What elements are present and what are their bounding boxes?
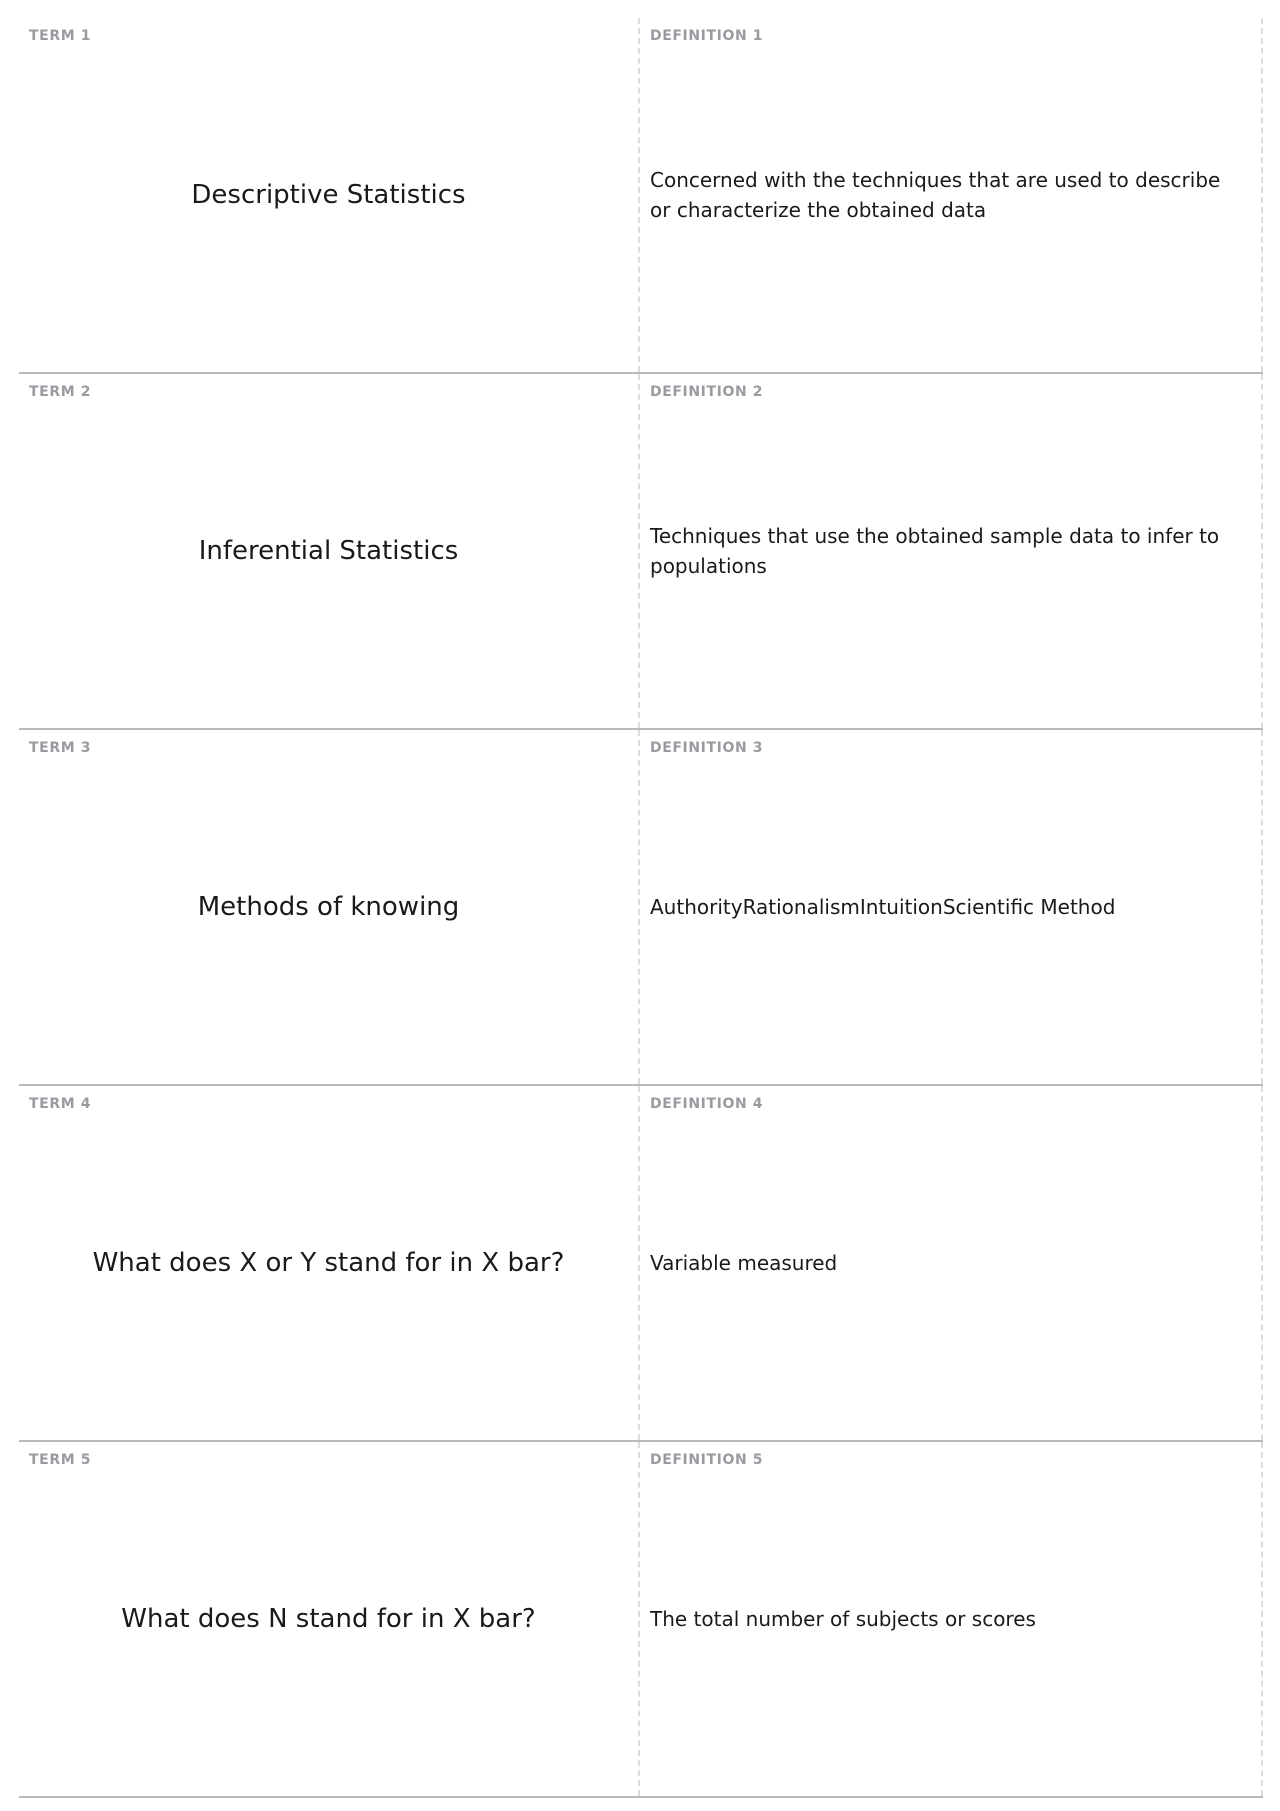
term-label: TERM 2 <box>29 384 92 400</box>
flashcard <box>19 18 1263 374</box>
flashcard <box>19 374 1263 730</box>
definition-label: DEFINITION 4 <box>650 1096 764 1112</box>
term-text: Inferential Statistics <box>198 536 459 566</box>
term-cell <box>19 18 640 372</box>
definition-cell <box>640 1086 1263 1440</box>
term-cell <box>19 374 640 728</box>
term-text: What does N stand for in X bar? <box>121 1604 536 1634</box>
term-cell <box>19 1086 640 1440</box>
flashcard <box>19 1442 1263 1798</box>
definition-cell <box>640 730 1263 1084</box>
definition-text: The total number of subjects or scores <box>650 1607 1036 1631</box>
definition-text: Techniques that use the obtained sample data to infer to populations <box>650 524 1220 578</box>
term-text: Methods of knowing <box>197 892 460 922</box>
definition-label: DEFINITION 5 <box>650 1452 764 1468</box>
definition-cell <box>640 18 1263 372</box>
definition-cell <box>640 1442 1263 1796</box>
flashcard-sheet <box>19 18 1263 1798</box>
definition-text: AuthorityRationalismIntuitionScientific Method <box>650 895 1116 919</box>
definition-text: Variable measured <box>650 1251 838 1275</box>
term-label: TERM 4 <box>29 1096 92 1112</box>
term-cell <box>19 1442 640 1796</box>
flashcard <box>19 730 1263 1086</box>
term-label: TERM 1 <box>29 28 92 44</box>
term-label: TERM 3 <box>29 740 92 756</box>
definition-label: DEFINITION 1 <box>650 28 764 44</box>
definition-cell <box>640 374 1263 728</box>
term-text: Descriptive Statistics <box>191 180 466 210</box>
term-cell <box>19 730 640 1084</box>
definition-label: DEFINITION 3 <box>650 740 764 756</box>
flashcard <box>19 1086 1263 1442</box>
definition-text: Concerned with the techniques that are used to describe or characterize the obtained data <box>650 168 1221 222</box>
term-text: What does X or Y stand for in X bar? <box>92 1248 565 1278</box>
term-label: TERM 5 <box>29 1452 92 1468</box>
definition-label: DEFINITION 2 <box>650 384 764 400</box>
